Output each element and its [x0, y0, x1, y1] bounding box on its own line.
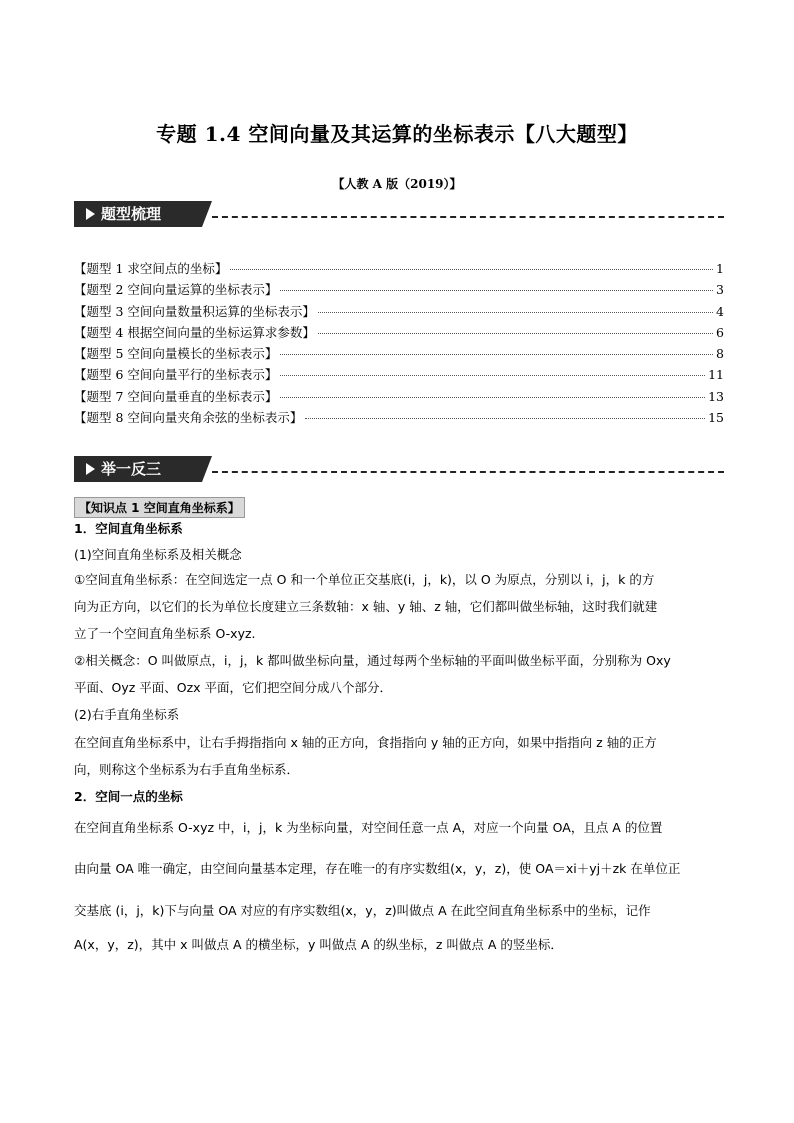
- toc-entry[interactable]: [74, 408, 724, 429]
- paragraph-line: (2)右手直角坐标系: [74, 707, 180, 722]
- section-title: 题型梳理: [101, 205, 162, 223]
- toc-label: 【题型 8 空间向量夹角余弦的坐标表示】: [74, 410, 303, 426]
- toc-page-number: 6: [716, 324, 724, 340]
- paragraph-line: (1)空间直角坐标系及相关概念: [74, 547, 242, 562]
- toc-page-number: 13: [708, 388, 724, 404]
- toc-page-number: 3: [716, 282, 724, 298]
- section-header-toc: [74, 201, 724, 227]
- edition-label: 【人教 A 版（2019）】: [332, 177, 462, 191]
- toc-leader: [318, 312, 713, 313]
- knowledge-point-label: 【知识点 1 空间直角坐标系】: [74, 497, 245, 518]
- toc-label: 【题型 4 根据空间向量的坐标运算求参数】: [74, 324, 315, 340]
- play-triangle-icon: [86, 208, 95, 220]
- dashed-divider: [212, 216, 724, 218]
- toc-entry[interactable]: [74, 302, 724, 323]
- toc-label: 【题型 1 求空间点的坐标】: [74, 261, 228, 276]
- toc-entry[interactable]: [74, 365, 724, 386]
- toc-page-number: 1: [716, 261, 724, 276]
- paragraph-line: ①空间直角坐标系：在空间选定一点 O 和一个单位正交基底(i，j，k)，以 O 为原点，分别以 i，j，k 的方: [74, 572, 655, 587]
- paragraph-line: 交基底 (i，j，k)下与向量 OA 对应的有序实数组(x，y，z)叫做点 A 在此空间直角坐标系中的坐标，记作: [74, 903, 651, 918]
- paragraph-line: A(x，y，z)，其中 x 叫做点 A 的横坐标，y 叫做点 A 的纵坐标，z 叫做点 A 的竖坐标．: [74, 937, 563, 952]
- paragraph-line: 在空间直角坐标系中，让右手拇指指向 x 轴的正方向，食指指向 y 轴的正方向，如果中指指向 z 轴的正方: [74, 735, 657, 750]
- table-of-contents: [74, 259, 724, 429]
- toc-page-number: 15: [708, 410, 724, 426]
- toc-leader: [305, 418, 705, 419]
- paragraph-line: ②相关概念：O 叫做原点，i，j，k 都叫做坐标向量，通过每两个坐标轴的平面叫做坐标平面，分别称为 Oxy: [74, 653, 671, 668]
- toc-label: 【题型 3 空间向量数量积运算的坐标表示】: [74, 303, 315, 319]
- section-tab: [74, 201, 202, 227]
- section-title: 举一反三: [101, 460, 162, 478]
- toc-leader: [230, 269, 713, 270]
- section-header-practice: [74, 456, 724, 482]
- subheading: 1．空间直角坐标系: [74, 521, 183, 536]
- paragraph-line: 由向量 OA 唯一确定，由空间向量基本定理，存在唯一的有序实数组(x，y，z)，使 OA＝xi＋yj＋zk 在单位正: [74, 861, 681, 876]
- dashed-divider: [212, 471, 724, 473]
- subheading: 2．空间一点的坐标: [74, 789, 183, 804]
- toc-leader: [280, 397, 705, 398]
- toc-entry[interactable]: [74, 259, 724, 280]
- paragraph-line: 平面、Oyz 平面、Ozx 平面，它们把空间分成八个部分．: [74, 680, 393, 695]
- toc-page-number: 8: [716, 346, 724, 362]
- toc-entry[interactable]: [74, 323, 724, 344]
- toc-leader: [280, 290, 713, 291]
- paragraph-line: 向，则称这个坐标系为右手直角坐标系．: [74, 762, 300, 777]
- paragraph-line: 在空间直角坐标系 O-xyz 中，i，j，k 为坐标向量，对空间任意一点 A，对应一个向量 OA，且点 A 的位置: [74, 820, 663, 835]
- toc-leader: [280, 375, 705, 376]
- toc-entry[interactable]: [74, 344, 724, 365]
- paragraph-line: 向为正方向，以它们的长为单位长度建立三条数轴：x 轴、y 轴、z 轴，它们都叫做坐标轴，这时我们就建: [74, 599, 658, 614]
- toc-page-number: 4: [716, 303, 724, 319]
- play-triangle-icon: [86, 463, 95, 475]
- toc-entry[interactable]: [74, 387, 724, 408]
- toc-leader: [318, 333, 713, 334]
- toc-page-number: 11: [708, 367, 724, 383]
- page-title: 专题 1.4 空间向量及其运算的坐标表示【八大题型】: [156, 122, 638, 146]
- section-tab: [74, 456, 202, 482]
- toc-label: 【题型 5 空间向量模长的坐标表示】: [74, 346, 278, 362]
- paragraph-line: 立了一个空间直角坐标系 O-xyz.: [74, 626, 256, 641]
- toc-entry[interactable]: [74, 280, 724, 301]
- toc-label: 【题型 6 空间向量平行的坐标表示】: [74, 367, 278, 383]
- toc-leader: [280, 354, 713, 355]
- toc-label: 【题型 7 空间向量垂直的坐标表示】: [74, 388, 278, 404]
- toc-label: 【题型 2 空间向量运算的坐标表示】: [74, 282, 278, 298]
